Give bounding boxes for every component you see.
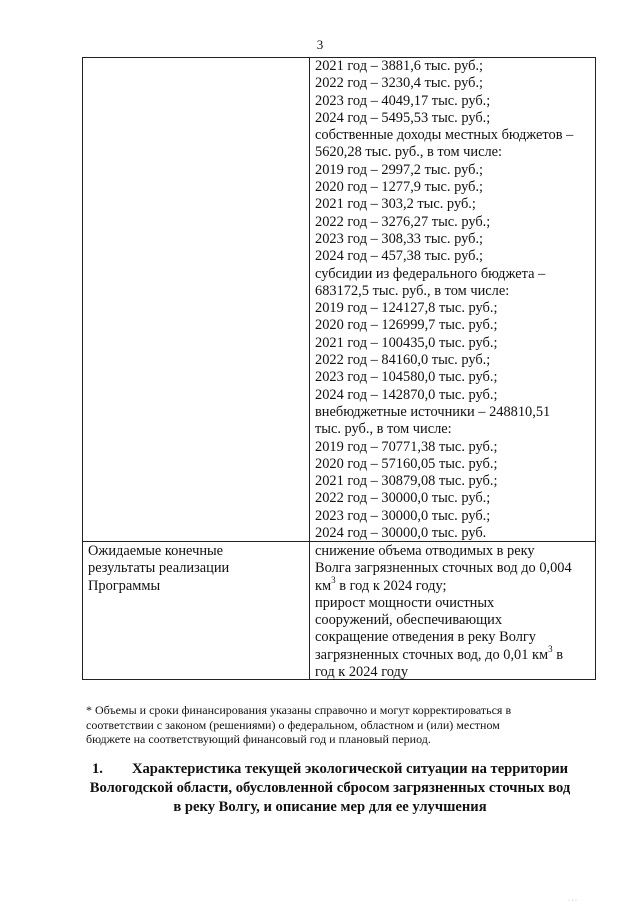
- text-line: 2021 год – 100435,0 тыс. руб.;: [315, 334, 498, 351]
- text-line: 2020 год – 126999,7 тыс. руб.;: [315, 317, 498, 334]
- text-line: собственные доходы местных бюджетов –: [315, 127, 574, 144]
- text-line: 2023 год – 104580,0 тыс. руб.;: [315, 369, 498, 386]
- result-text: в: [552, 646, 564, 663]
- text-line: 2022 год – 84160,0 тыс. руб.;: [315, 352, 491, 369]
- page-number: 3: [316, 37, 324, 52]
- text-line: результаты реализации: [88, 560, 230, 577]
- heading-line: в реку Волгу, и описание мер для ее улучшения: [173, 799, 487, 815]
- result-line: прирост мощности очистных: [315, 594, 495, 611]
- result-text: загрязненных сточных вод, до 0,01 км: [315, 646, 549, 663]
- section-number: 1.: [91, 761, 103, 777]
- text-line: тыс. руб., в том числе:: [315, 421, 452, 438]
- text-line: 2019 год – 70771,38 тыс. руб.;: [315, 438, 498, 455]
- text-line: бюджете на соответствующий финансовый год и плановый период.: [86, 732, 431, 747]
- heading-line: Вологодской области, обусловленной сбросом загрязненных сточных вод: [89, 780, 571, 796]
- unit-superscript: 3: [548, 643, 553, 654]
- text-line: 2019 год – 124127,8 тыс. руб.;: [315, 300, 498, 317]
- text-line: Программы: [88, 577, 161, 594]
- text-line: 2023 год – 30000,0 тыс. руб.;: [315, 507, 491, 524]
- text-line: * Объемы и сроки финансирования указаны справочно и могут корректироваться в: [86, 703, 512, 717]
- result-text: в год к 2024 году;: [335, 577, 447, 594]
- unit-text: км: [315, 577, 332, 594]
- text-line: внебюджетные источники – 248810,51: [315, 403, 551, 420]
- text-line: 2019 год – 2997,2 тыс. руб.;: [315, 161, 484, 178]
- text-line: 2024 год – 5495,53 тыс. руб.;: [315, 109, 491, 126]
- result-line: Волга загрязненных сточных вод до 0,004: [315, 560, 572, 577]
- text-line: 2024 год – 142870,0 тыс. руб.;: [315, 386, 498, 403]
- text-line: 2021 год – 30879,08 тыс. руб.;: [315, 473, 498, 490]
- expected-results-value-cell: [315, 543, 593, 681]
- text-line: соответствии с законом (решениями) о федеральном, областном и (или) местном: [86, 717, 500, 732]
- text-line: 2021 год – 3881,6 тыс. руб.;: [315, 58, 484, 74]
- text-line: субсидии из федерального бюджета –: [315, 265, 546, 282]
- text-line: 5620,28 тыс. руб., в том числе:: [315, 144, 503, 161]
- text-line: 2021 год – 303,2 тыс. руб.;: [315, 196, 476, 213]
- heading-line: [70, 760, 590, 779]
- financing-values-cell: [315, 58, 591, 542]
- scan-mark: · · ·: [568, 898, 577, 904]
- footnote: [86, 703, 586, 747]
- text-line: 2024 год – 30000,0 тыс. руб.: [315, 525, 487, 542]
- text-line: 2024 год – 457,38 тыс. руб.;: [315, 248, 484, 265]
- result-line: сокращение отведения в реку Волгу: [315, 629, 536, 646]
- table-column-divider: [309, 58, 310, 679]
- financing-table: [82, 57, 596, 680]
- text-line: 2022 год – 3230,4 тыс. руб.;: [315, 75, 484, 92]
- unit-superscript: 3: [331, 574, 336, 585]
- text-line: 2020 год – 1277,9 тыс. руб.;: [315, 179, 484, 196]
- result-line: сооружений, обеспечивающих: [315, 612, 503, 629]
- heading-text: Характеристика текущей экологической ситуации на территории: [131, 761, 569, 777]
- result-line: [315, 574, 593, 595]
- result-line: [315, 643, 593, 664]
- result-line: год к 2024 году: [315, 664, 409, 681]
- text-line: 2022 год – 3276,27 тыс. руб.;: [315, 213, 491, 230]
- text-line: Ожидаемые конечные: [88, 543, 224, 559]
- text-line: 2023 год – 4049,17 тыс. руб.;: [315, 92, 491, 109]
- text-line: 2023 год – 308,33 тыс. руб.;: [315, 230, 484, 247]
- text-line: 683172,5 тыс. руб., в том числе:: [315, 282, 510, 299]
- text-line: 2022 год – 30000,0 тыс. руб.;: [315, 490, 491, 507]
- result-line: снижение объема отводимых в реку: [315, 543, 535, 559]
- section-heading: [70, 760, 590, 817]
- text-line: 2020 год – 57160,05 тыс. руб.;: [315, 455, 498, 472]
- expected-results-label-cell: [88, 543, 303, 595]
